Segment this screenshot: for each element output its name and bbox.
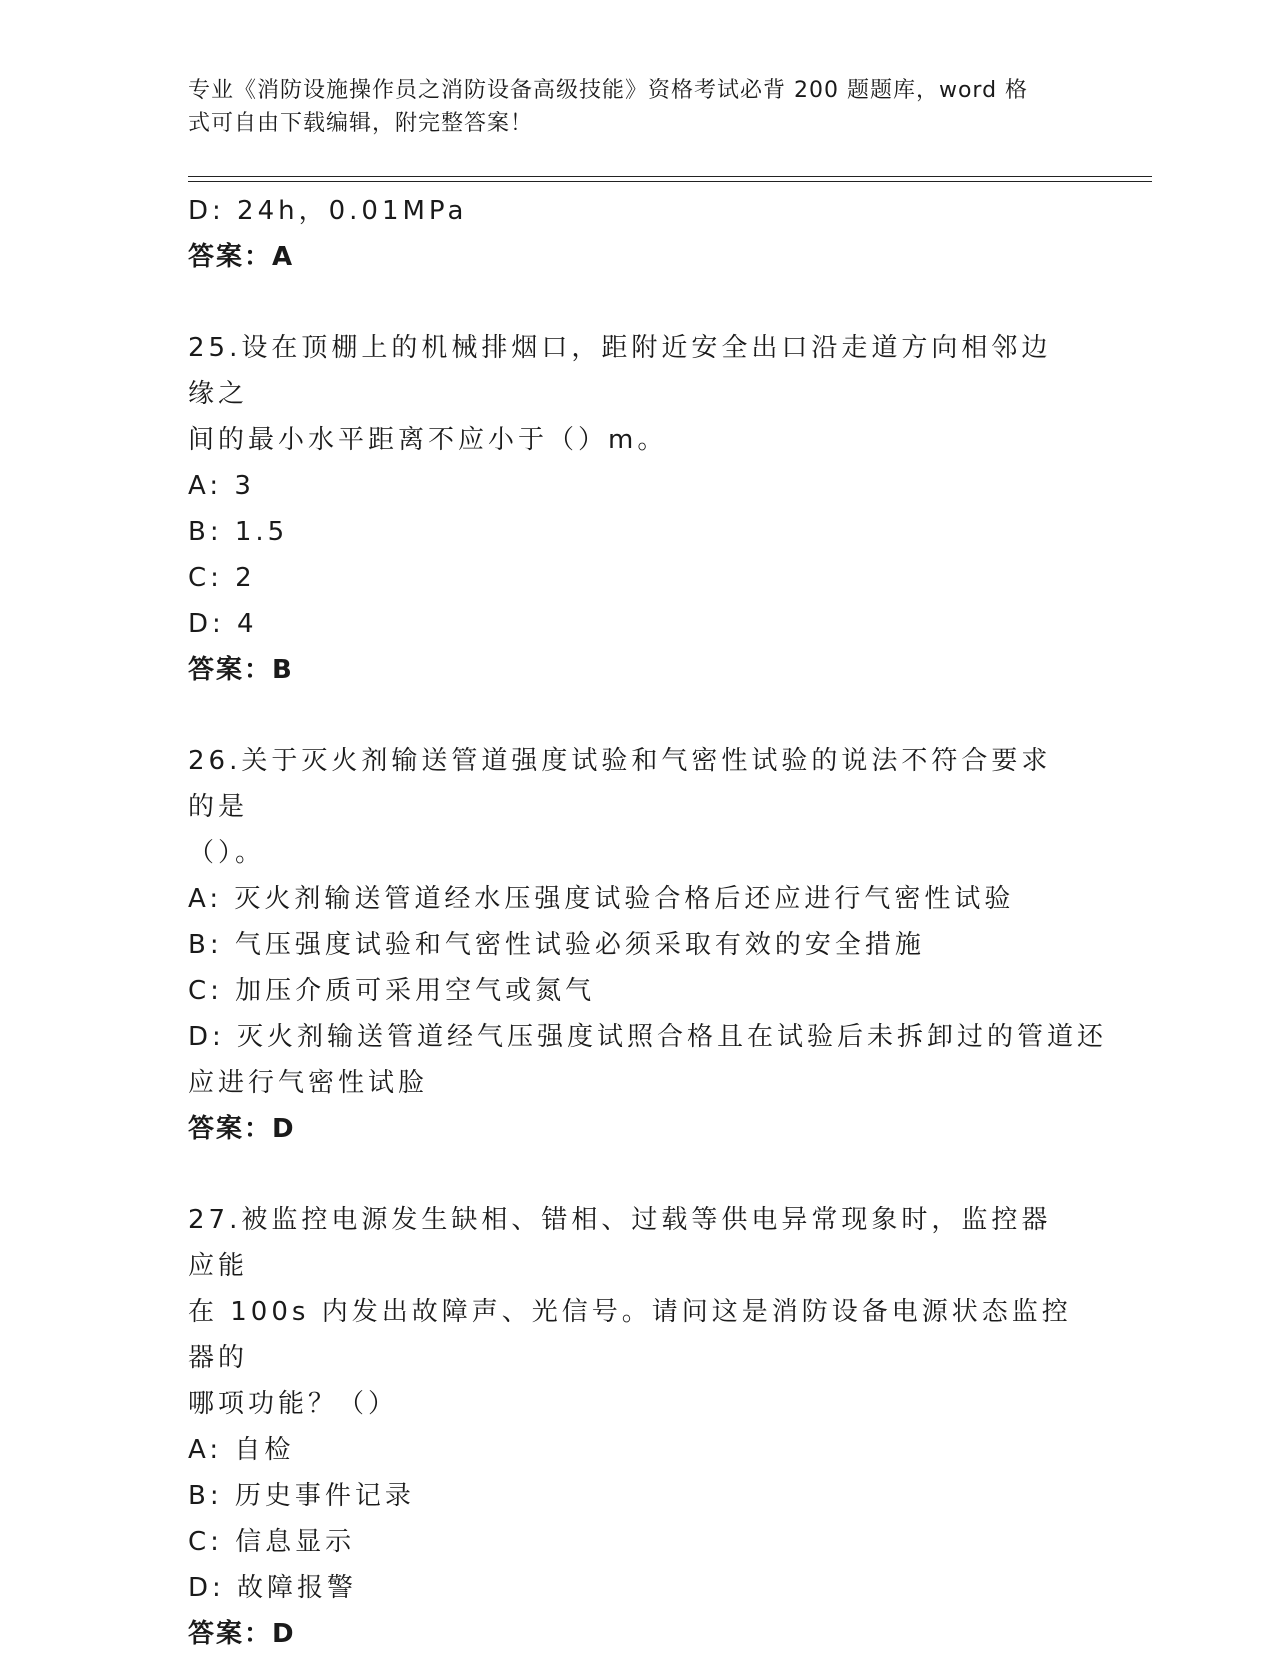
option-c: C: 加压介质可采用空气或氮气	[188, 976, 596, 1006]
stem-line: 哪项功能？（）	[188, 1389, 399, 1419]
stem-line: 25.设在顶棚上的机械排烟口，距附近安全出口沿走道方向相邻边缘之	[188, 333, 1052, 409]
option-a: A: 3	[188, 471, 255, 501]
header-divider-bottom	[188, 181, 1152, 182]
option-c: C: 信息显示	[188, 1527, 356, 1557]
option-c: C: 2	[188, 563, 256, 593]
header-line-1: 专业《消防设施操作员之消防设备高级技能》资格考试必背 200 题题库，word 格	[188, 78, 1029, 103]
option-a: A: 自检	[188, 1435, 295, 1465]
question-26	[188, 738, 1108, 1152]
option-d: D: 故障报警	[188, 1573, 358, 1603]
question-stem	[188, 325, 1078, 463]
answer-value: B	[272, 655, 293, 685]
answer-value: D	[272, 1619, 295, 1649]
stem-line: 在 100s 内发出故障声、光信号。请问这是消防设备电源状态监控器的	[188, 1297, 1072, 1373]
document-header	[188, 74, 1068, 140]
carryover-answer	[188, 234, 1078, 280]
stem-line: 26.关于灭火剂输送管道强度试验和气密性试验的说法不符合要求的是	[188, 746, 1052, 822]
question-stem	[188, 738, 1078, 876]
option-d: D: 灭火剂输送管道经气压强度试照合格且在试验后未拆卸过的管道还	[188, 1022, 1108, 1052]
question-25	[188, 325, 1078, 693]
option-d: D: 4	[188, 609, 258, 639]
answer-value: D	[272, 1114, 295, 1144]
option-a: A: 灭火剂输送管道经水压强度试验合格后还应进行气密性试验	[188, 884, 1015, 914]
question-list	[188, 188, 1108, 1657]
answer-label: 答案：	[188, 242, 273, 272]
header-line-2: 式可自由下载编辑，附完整答案！	[188, 111, 534, 136]
stem-line: 27.被监控电源发生缺相、错相、过载等供电异常现象时，监控器应能	[188, 1205, 1052, 1281]
question-27	[188, 1197, 1078, 1657]
stem-line: 间的最小水平距离不应小于（）m。	[188, 425, 668, 455]
header-divider-top	[188, 176, 1152, 177]
option-b: B: 气压强度试验和气密性试验必须采取有效的安全措施	[188, 930, 925, 960]
option-b: B: 1.5	[188, 517, 289, 547]
answer-label: 答案：	[188, 1114, 273, 1144]
question-answer	[188, 647, 1078, 693]
carryover-option-d: D: 24h，0.01MPa	[188, 196, 468, 226]
option-b: B: 历史事件记录	[188, 1481, 415, 1511]
answer-label: 答案：	[188, 655, 273, 685]
question-stem	[188, 1197, 1078, 1427]
option-d-continued: 应进行气密性试脸	[188, 1068, 429, 1098]
question-answer	[188, 1106, 1078, 1152]
question-answer	[188, 1611, 1078, 1657]
answer-value: A	[272, 242, 294, 272]
stem-line: （）。	[188, 838, 266, 868]
answer-label: 答案：	[188, 1619, 273, 1649]
